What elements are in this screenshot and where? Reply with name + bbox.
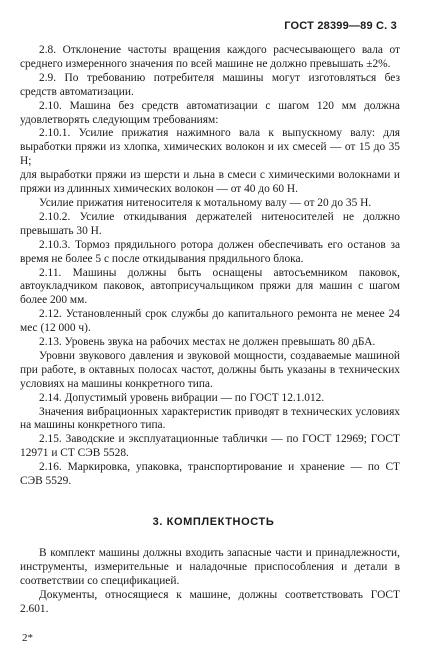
paragraph-2-12: 2.12. Установленный срок службы до капитального ремонта не менее 24 мес (12 000 ч).	[20, 308, 400, 335]
paragraph-2-13: 2.13. Уровень звука на рабочих местах не должен превышать 80 дБА.	[39, 336, 376, 349]
paragraph-2-16: 2.16. Маркировка, упаковка, транспортирование и хранение — по СТ СЭВ 5529.	[20, 461, 400, 488]
requirements-section	[20, 44, 400, 489]
paragraph-kit: В комплект машины должны входить запасные части и принадлежности, инструменты, измерительные и наладочные приспособления и детали в соответствии со спецификацией.	[20, 547, 400, 587]
paragraph-2-14: 2.14. Допустимый уровень вибрации — по ГОСТ 12.1.012.	[39, 391, 325, 404]
paragraph-vibration: Значения вибрационных характеристик приводят в технических условиях на машины конкретного типа.	[20, 405, 400, 432]
paragraph-sound-levels: Уровни звукового давления и звуковой мощности, создаваемые машиной при работе, в октавных полосах частот, должны быть указаны в технических условиях на машины конкретного типа.	[20, 349, 400, 390]
paragraph-2-15: 2.15. Заводские и эксплуатационные таблички — по ГОСТ 12969; ГОСТ 12971 и СТ СЭВ 5528.	[20, 433, 400, 460]
completeness-section	[20, 547, 400, 617]
section-title: 3. КОМПЛЕКТНОСТЬ	[152, 516, 275, 528]
paragraph-2-9: 2.9. По требованию потребителя машины могут изготовляться без средств автоматизации.	[20, 71, 400, 98]
paragraph-thread-carrier: Усилие прижатия нитеносителя к мотальному валу — от 20 до 35 Н.	[39, 196, 372, 209]
paragraph-2-11: 2.11. Машины должны быть оснащены автосъемником паковок, автоукладчиком паковок, автоприсучальщиком пряжи для машин с шагом более 200 мм.	[20, 266, 400, 307]
paragraph-2-10: 2.10. Машина без средств автоматизации с шагом 120 мм должна удовлетворять следующим требованиям:	[20, 99, 400, 126]
paragraph-2-10-1-cont: для выработки пряжи из шерсти и льна в смеси с химическими волокнами и пряжи из длинных химических волокон — от 40 до 60 Н.	[20, 169, 400, 196]
paragraph-2-10-1: 2.10.1. Усилие прижатия нажимного вала к выпускному валу: для выработки пряжи из хлопка, химических волокон и их смесей — от 15 до 35 Н;	[20, 127, 400, 168]
paragraph-2-10-3: 2.10.3. Тормоз прядильного ротора должен обеспечивать его останов за время не более 5 с после откидывания прядильного блока.	[20, 238, 400, 265]
paragraph-documents: Документы, относящиеся к машине, должны соответствовать ГОСТ 2.601.	[20, 588, 400, 615]
page-header: ГОСТ 28399—89 С. 3	[284, 20, 397, 32]
paragraph-2-8: 2.8. Отклонение частоты вращения каждого расчесывающего вала от среднего измеренного значения по всей машине не должно превышать ±2%.	[20, 44, 400, 70]
paragraph-2-10-2: 2.10.2. Усилие откидывания держателей нитеносителей не должно превышать 30 Н.	[20, 210, 400, 237]
page-footer-mark: 2*	[22, 632, 33, 644]
